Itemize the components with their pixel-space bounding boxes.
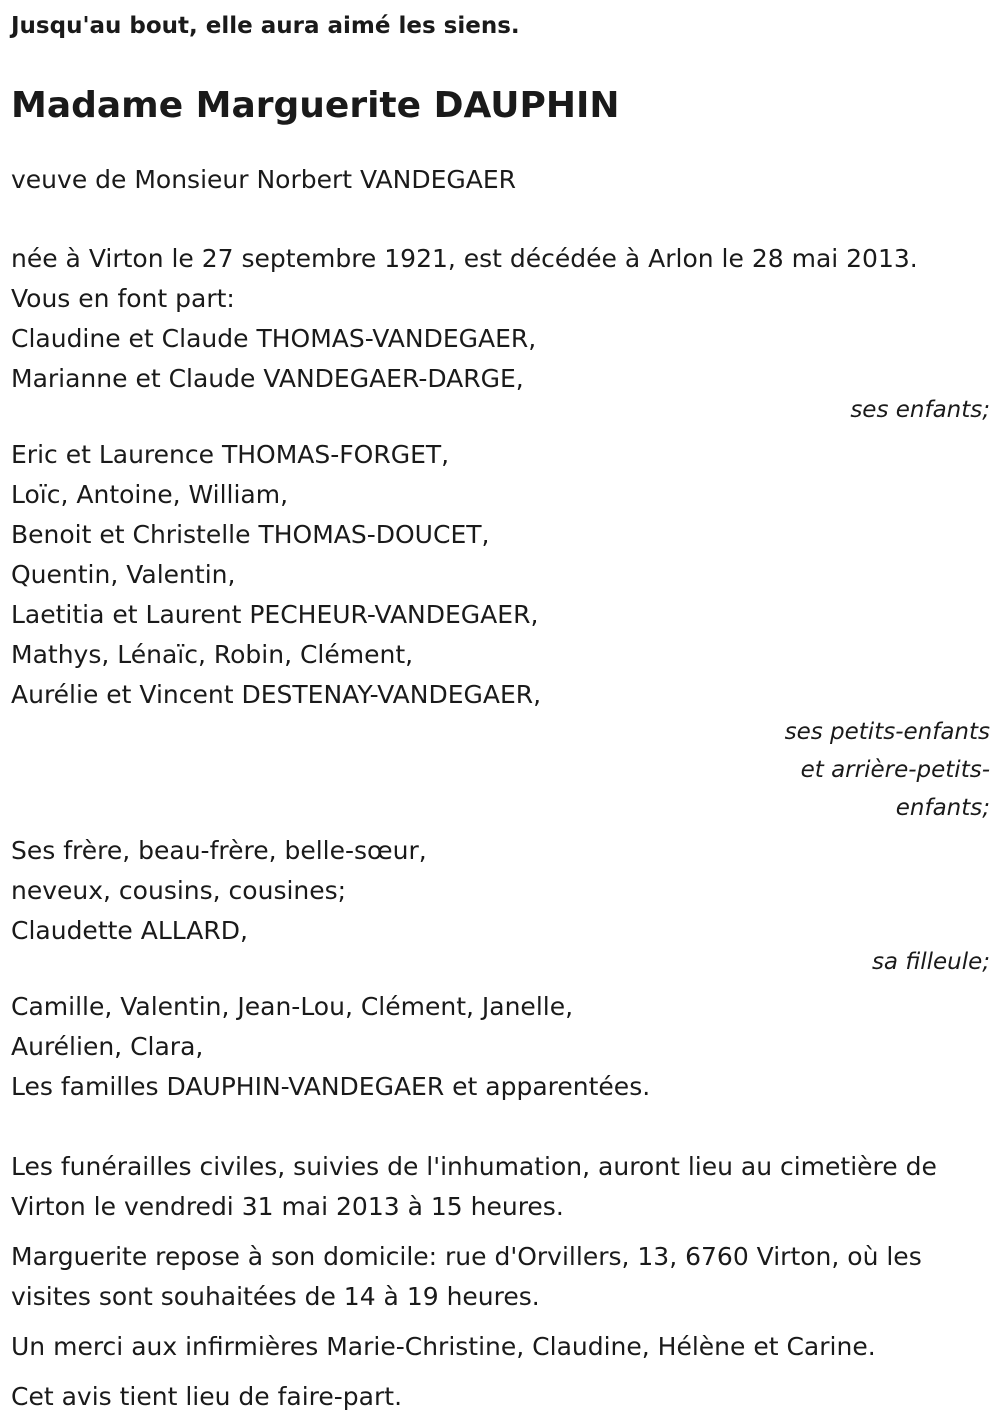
goddaughter-role: sa filleule; bbox=[871, 949, 990, 975]
widow-line: veuve de Monsieur Norbert VANDEGAER bbox=[11, 165, 517, 194]
other-line: Camille, Valentin, Jean-Lou, Clément, Janelle, bbox=[11, 992, 574, 1021]
grandchildren-role-line: enfants; bbox=[895, 795, 990, 821]
closing-line: Cet avis tient lieu de faire-part. bbox=[11, 1382, 403, 1411]
birth-death-line: née à Virton le 27 septembre 1921, est décédée à Arlon le 28 mai 2013. bbox=[11, 244, 918, 273]
relatives-list bbox=[11, 831, 990, 951]
relative-line: Ses frère, beau-frère, belle-sœur, bbox=[11, 836, 427, 865]
other-line: Aurélien, Clara, bbox=[11, 1032, 204, 1061]
grandchild-line: Mathys, Lénaïc, Robin, Clément, bbox=[11, 640, 414, 669]
funeral-info: Les funérailles civiles, suivies de l'inhumation, auront lieu au cimetière de Virton le vendredi 31 mai 2013 à 15 heures. bbox=[11, 1152, 937, 1221]
children-role: ses enfants; bbox=[850, 397, 990, 423]
grandchild-line: Aurélie et Vincent DESTENAY-VANDEGAER, bbox=[11, 680, 542, 709]
relative-line: Claudette ALLARD, bbox=[11, 916, 248, 945]
grandchild-line: Eric et Laurence THOMAS-FORGET, bbox=[11, 440, 450, 469]
grandchild-line: Laetitia et Laurent PECHEUR-VANDEGAER, bbox=[11, 600, 539, 629]
grandchildren-role bbox=[11, 713, 990, 827]
others-list bbox=[11, 987, 990, 1107]
grandchild-line: Quentin, Valentin, bbox=[11, 560, 236, 589]
deceased-name: Madame Marguerite DAUPHIN bbox=[11, 85, 620, 126]
other-line: Les familles DAUPHIN-VANDEGAER et apparentées. bbox=[11, 1072, 651, 1101]
grandchildren-list bbox=[11, 435, 990, 715]
grandchildren-role-line: ses petits-enfants bbox=[784, 719, 990, 745]
rest-info: Marguerite repose à son domicile: rue d'Orvillers, 13, 6760 Virton, où les visites sont souhaitées de 14 à 19 heures. bbox=[11, 1242, 922, 1311]
thanks-line: Un merci aux infirmières Marie-Christine, Claudine, Hélène et Carine. bbox=[11, 1332, 876, 1361]
intro-line: Vous en font part: bbox=[11, 284, 235, 313]
child-line: Marianne et Claude VANDEGAER-DARGE, bbox=[11, 364, 524, 393]
child-line: Claudine et Claude THOMAS-VANDEGAER, bbox=[11, 324, 537, 353]
grandchild-line: Benoit et Christelle THOMAS-DOUCET, bbox=[11, 520, 490, 549]
grandchildren-role-line: et arrière-petits- bbox=[800, 757, 990, 783]
grandchild-line: Loïc, Antoine, William, bbox=[11, 480, 289, 509]
epigraph-quote: Jusqu'au bout, elle aura aimé les siens. bbox=[11, 13, 520, 39]
relative-line: neveux, cousins, cousines; bbox=[11, 876, 347, 905]
